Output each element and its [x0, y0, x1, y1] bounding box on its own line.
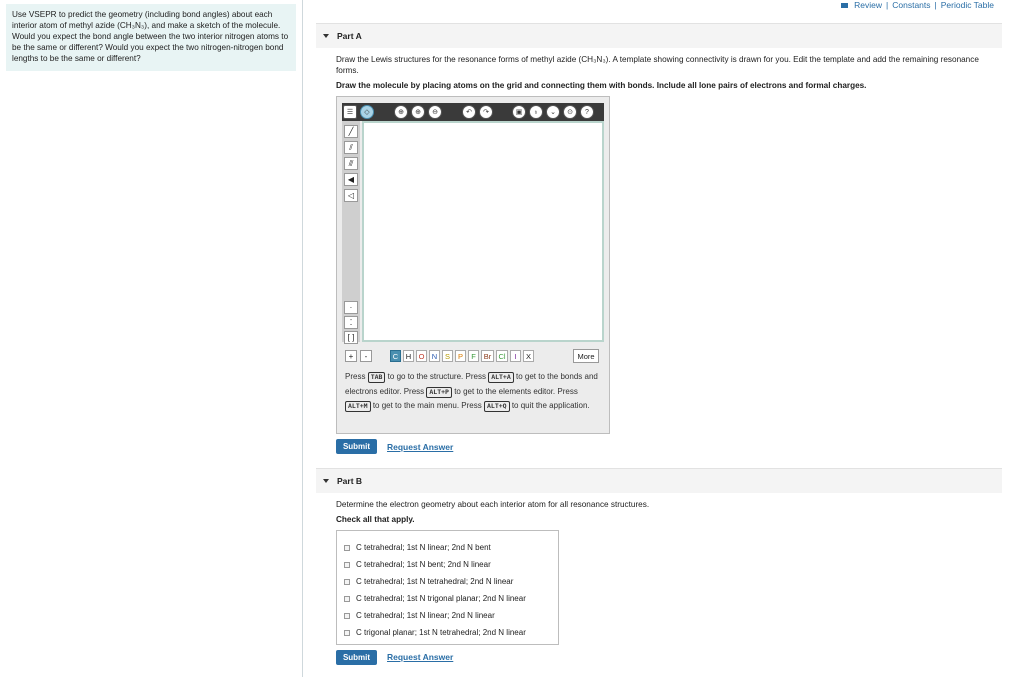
- caret-down-icon: [323, 479, 329, 483]
- element-p-button[interactable]: P: [455, 350, 466, 362]
- hash-bond-icon[interactable]: ◁: [344, 189, 358, 202]
- review-link[interactable]: Review: [854, 0, 883, 10]
- checkbox[interactable]: [344, 562, 350, 568]
- choice-label: C tetrahedral; 1st N bent; 2nd N linear: [356, 560, 491, 569]
- periodic-table-link[interactable]: Periodic Table: [940, 0, 994, 10]
- triple-bond-icon[interactable]: ⫻: [344, 157, 358, 170]
- choice-label: C tetrahedral; 1st N linear; 2nd N linear: [356, 611, 495, 620]
- search-icon[interactable]: ⊙: [563, 105, 577, 119]
- minus-charge-button[interactable]: -: [360, 350, 372, 362]
- left-pane: [0, 0, 303, 677]
- element-h-button[interactable]: H: [403, 350, 414, 362]
- info-icon[interactable]: ♁: [529, 105, 543, 119]
- element-bar: [342, 349, 604, 363]
- part-b-bold-instruction: Check all that apply.: [336, 515, 415, 524]
- choice-item[interactable]: [337, 624, 558, 641]
- part-a-title: Part A: [337, 31, 362, 41]
- element-i-button[interactable]: I: [510, 350, 521, 362]
- part-b-request-answer-link[interactable]: Request Answer: [387, 652, 454, 662]
- part-a-request-answer-link[interactable]: Request Answer: [387, 442, 454, 452]
- menu-icon[interactable]: ☰: [343, 105, 357, 119]
- choice-label: C tetrahedral; 1st N tetrahedral; 2nd N linear: [356, 577, 514, 586]
- checkbox[interactable]: [344, 579, 350, 585]
- editor-toolbar: [342, 103, 604, 121]
- choice-item[interactable]: [337, 556, 558, 573]
- checkbox[interactable]: [344, 630, 350, 636]
- help-text-2: to go to the structure. Press: [387, 372, 486, 381]
- single-bond-icon[interactable]: ╱: [344, 125, 358, 138]
- part-a-instruction: Draw the Lewis structures for the resonance forms of methyl azide (CH₃N₃). A template showing connectivity is drawn for you. Edit the template and add the remaining resonance forms.: [336, 55, 979, 75]
- help-text-3: to get to the bonds and electrons editor. Press: [345, 372, 598, 396]
- alt-q-key: ALT+Q: [484, 401, 510, 412]
- checkbox[interactable]: [344, 545, 350, 551]
- alt-a-key: ALT+A: [488, 372, 514, 383]
- choice-label: C trigonal planar; 1st N tetrahedral; 2nd N linear: [356, 628, 526, 637]
- radical-icon[interactable]: ·: [344, 301, 358, 314]
- element-s-button[interactable]: S: [442, 350, 453, 362]
- zoom-fit-icon[interactable]: ⊕: [394, 105, 408, 119]
- select-icon[interactable]: ◇: [360, 105, 374, 119]
- element-o-button[interactable]: O: [416, 350, 427, 362]
- lone-pair-icon[interactable]: ⁚: [344, 316, 358, 329]
- zoom-out-icon[interactable]: ⊖: [428, 105, 442, 119]
- help-text-6: to quit the application.: [511, 401, 590, 410]
- plus-charge-button[interactable]: +: [345, 350, 357, 362]
- double-bond-icon[interactable]: ⫽: [344, 141, 358, 154]
- part-b-header[interactable]: [316, 468, 1002, 493]
- choice-item[interactable]: [337, 607, 558, 624]
- alt-p-key: ALT+P: [426, 387, 452, 398]
- help-text-1: Press: [345, 372, 366, 381]
- checkbox[interactable]: [344, 596, 350, 602]
- element-x-button[interactable]: X: [523, 350, 534, 362]
- wedge-bond-icon[interactable]: ◀: [344, 173, 358, 186]
- link-separator: |: [886, 0, 889, 10]
- bond-tools: [342, 121, 360, 342]
- link-separator: |: [934, 0, 937, 10]
- part-a-bold-instruction: Draw the molecule by placing atoms on the grid and connecting them with bonds. Include all lone pairs of electrons and formal charges.: [336, 81, 867, 90]
- part-b-instruction: Determine the electron geometry about each interior atom for all resonance structures.: [336, 500, 650, 509]
- help-text-4: to get to the elements editor. Press: [454, 386, 578, 396]
- zoom-in-icon[interactable]: ⊕: [411, 105, 425, 119]
- choice-label: C tetrahedral; 1st N trigonal planar; 2nd N linear: [356, 594, 526, 603]
- chevron-down-icon[interactable]: ⌄: [546, 105, 560, 119]
- constants-link[interactable]: Constants: [892, 0, 931, 10]
- alt-m-key: ALT+M: [345, 401, 371, 412]
- caret-down-icon: [323, 34, 329, 38]
- checkbox[interactable]: [344, 613, 350, 619]
- element-c-button[interactable]: C: [390, 350, 401, 362]
- molecule-editor: [336, 96, 610, 434]
- more-elements-button[interactable]: More: [573, 349, 599, 363]
- help-icon[interactable]: ?: [580, 105, 594, 119]
- part-a-submit-button[interactable]: Submit: [336, 439, 377, 454]
- drawing-canvas[interactable]: [362, 121, 604, 342]
- review-icon: [841, 3, 848, 8]
- top-links: [841, 0, 994, 10]
- choice-item[interactable]: [337, 590, 558, 607]
- part-b-title: Part B: [337, 476, 363, 486]
- help-text-5: to get to the main menu. Press: [372, 401, 482, 410]
- redo-icon[interactable]: ↷: [479, 105, 493, 119]
- bracket-icon[interactable]: [ ]: [344, 331, 358, 344]
- choice-label: C tetrahedral; 1st N linear; 2nd N bent: [356, 543, 491, 552]
- intro-text: Use VSEPR to predict the geometry (including bond angles) about each interior atom of methyl azide (CH₃N₃), and make a sketch of the molecule. Would you expect the bond angle between the two interior nitrogen atoms to be the same or different? Would you expect the two nitrogen-nitrogen bond lengths to be the same or different?: [6, 4, 296, 71]
- part-b-submit-button[interactable]: Submit: [336, 650, 377, 665]
- element-n-button[interactable]: N: [429, 350, 440, 362]
- undo-icon[interactable]: ↶: [462, 105, 476, 119]
- keyboard-help: [345, 370, 601, 414]
- element-cl-button[interactable]: Cl: [496, 350, 508, 362]
- choice-item[interactable]: [337, 539, 558, 556]
- template-icon[interactable]: ▣: [512, 105, 526, 119]
- choice-item[interactable]: [337, 573, 558, 590]
- element-br-button[interactable]: Br: [481, 350, 494, 362]
- element-f-button[interactable]: F: [468, 350, 479, 362]
- choices-list: [336, 530, 559, 645]
- part-a-header[interactable]: [316, 23, 1002, 48]
- tab-key: TAB: [368, 372, 386, 383]
